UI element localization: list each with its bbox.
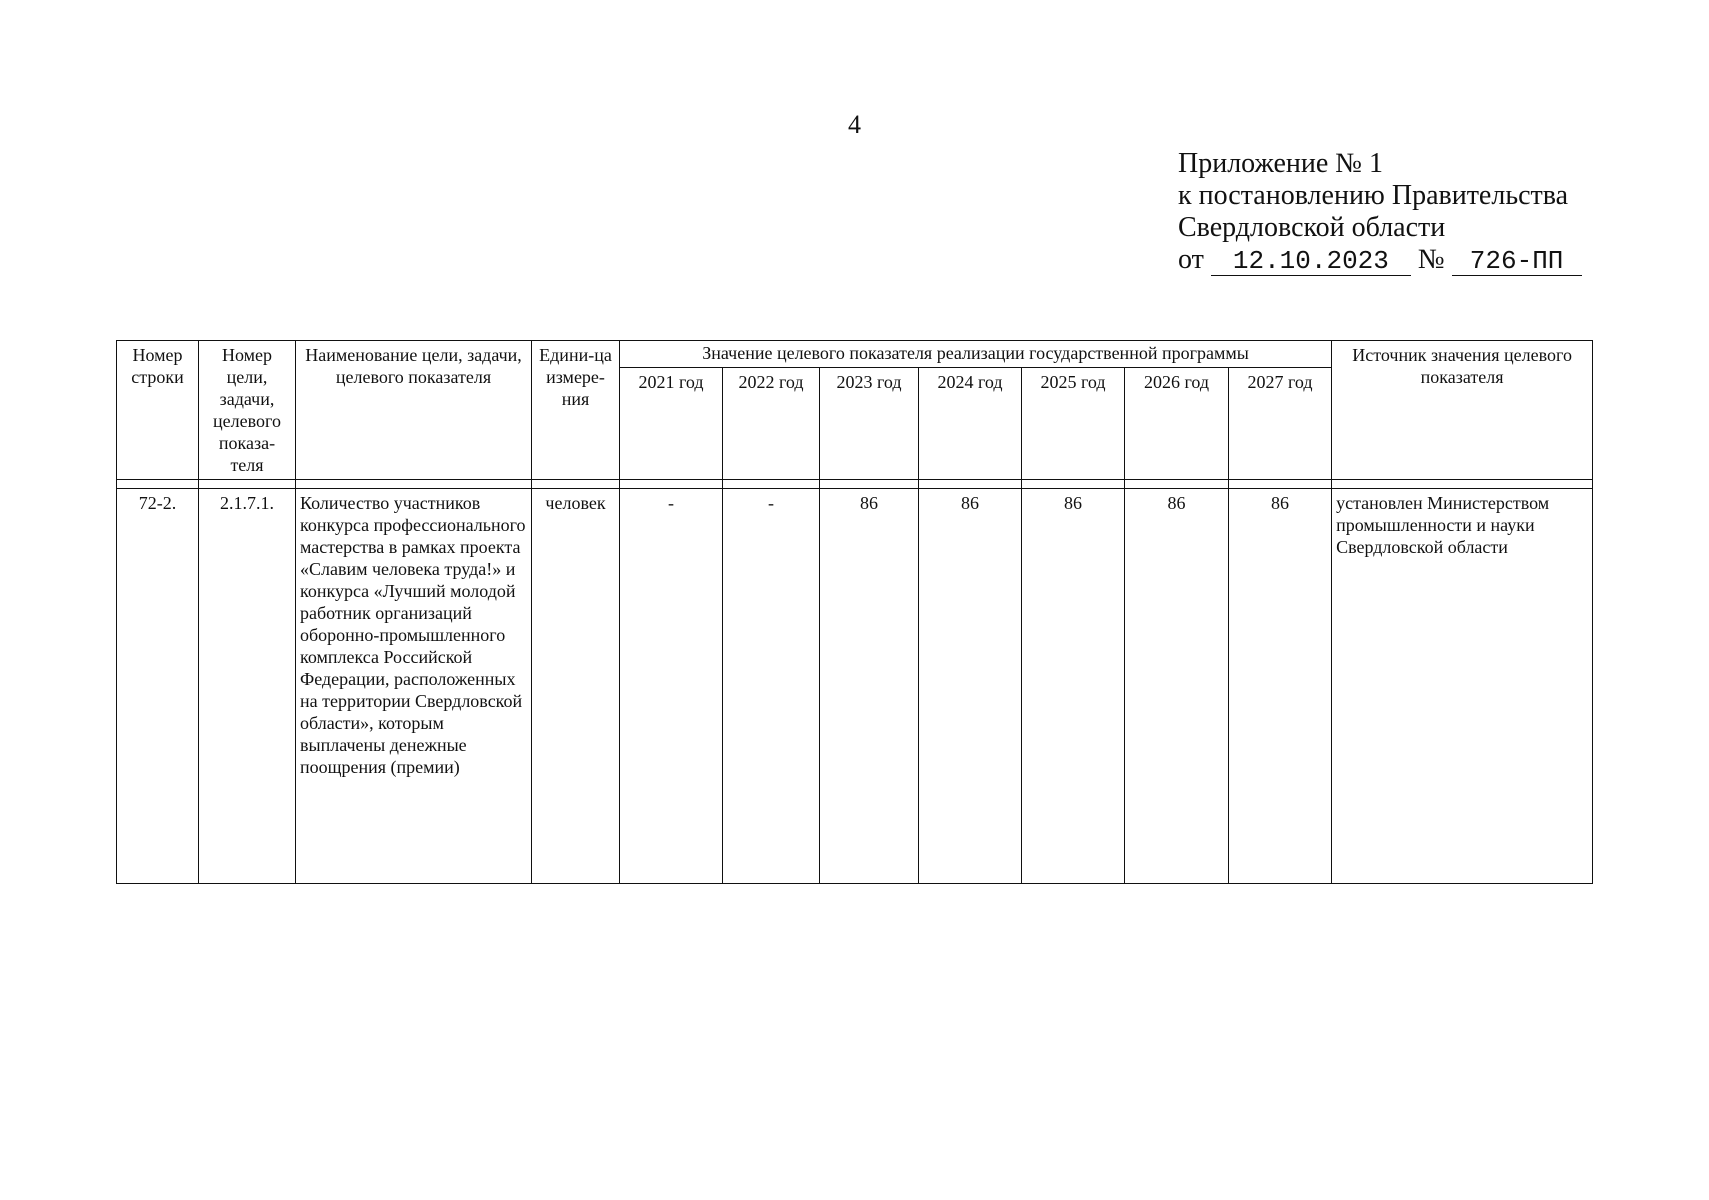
header-row-1 xyxy=(117,341,1593,368)
cell-unit: человек xyxy=(532,489,620,884)
cell-value-2024: 86 xyxy=(919,489,1022,884)
header-year: 2026 год xyxy=(1125,368,1229,480)
indicator-table xyxy=(116,340,1593,884)
cell-source: установлен Министерством промышленности и науки Свердловской области xyxy=(1332,489,1593,884)
date-prefix: от xyxy=(1178,244,1204,275)
appendix-region: Свердловской области xyxy=(1178,212,1446,243)
cell-row-number: 72-2. xyxy=(117,489,199,884)
resolution-number: 726-ПП xyxy=(1452,247,1582,276)
header-year: 2027 год xyxy=(1229,368,1332,480)
header-source: Источник значения целевого показателя xyxy=(1332,341,1593,480)
cell-value-2023: 86 xyxy=(820,489,919,884)
cell-value-2021: - xyxy=(620,489,723,884)
appendix-block xyxy=(1178,148,1698,276)
header-row-number: Номер строки xyxy=(117,341,199,480)
header-goal-number: Номер цели, задачи, целевого показа-теля xyxy=(199,341,296,480)
appendix-date-line xyxy=(1178,244,1698,276)
cell-name: Количество участников конкурса профессионального мастерства в рамках проекта «Славим человека труда!» и конкурса «Лучший молодой работник организаций оборонно-промышленного комплекса Российской Федерации, расположенных на территории Свердловской области», которым выплачены денежные поощрения (премии) xyxy=(296,489,532,884)
header-year: 2024 год xyxy=(919,368,1022,480)
appendix-resolution: к постановлению Правительства xyxy=(1178,180,1569,211)
header-year: 2025 год xyxy=(1022,368,1125,480)
header-year: 2021 год xyxy=(620,368,723,480)
table-separator xyxy=(117,480,1593,489)
page-number: 4 xyxy=(848,110,861,139)
header-unit: Едини-ца измере-ния xyxy=(532,341,620,480)
cell-value-2026: 86 xyxy=(1125,489,1229,884)
header-year: 2022 год xyxy=(723,368,820,480)
header-year: 2023 год xyxy=(820,368,919,480)
appendix-title: Приложение № 1 xyxy=(1178,148,1383,179)
cell-value-2025: 86 xyxy=(1022,489,1125,884)
header-values-group: Значение целевого показателя реализации государственной программы xyxy=(620,341,1332,368)
header-name: Наименование цели, задачи, целевого показателя xyxy=(296,341,532,480)
cell-goal-number: 2.1.7.1. xyxy=(199,489,296,884)
cell-value-2027: 86 xyxy=(1229,489,1332,884)
cell-value-2022: - xyxy=(723,489,820,884)
table-row xyxy=(117,489,1593,884)
number-prefix: № xyxy=(1417,244,1445,275)
resolution-date: 12.10.2023 xyxy=(1211,247,1411,276)
